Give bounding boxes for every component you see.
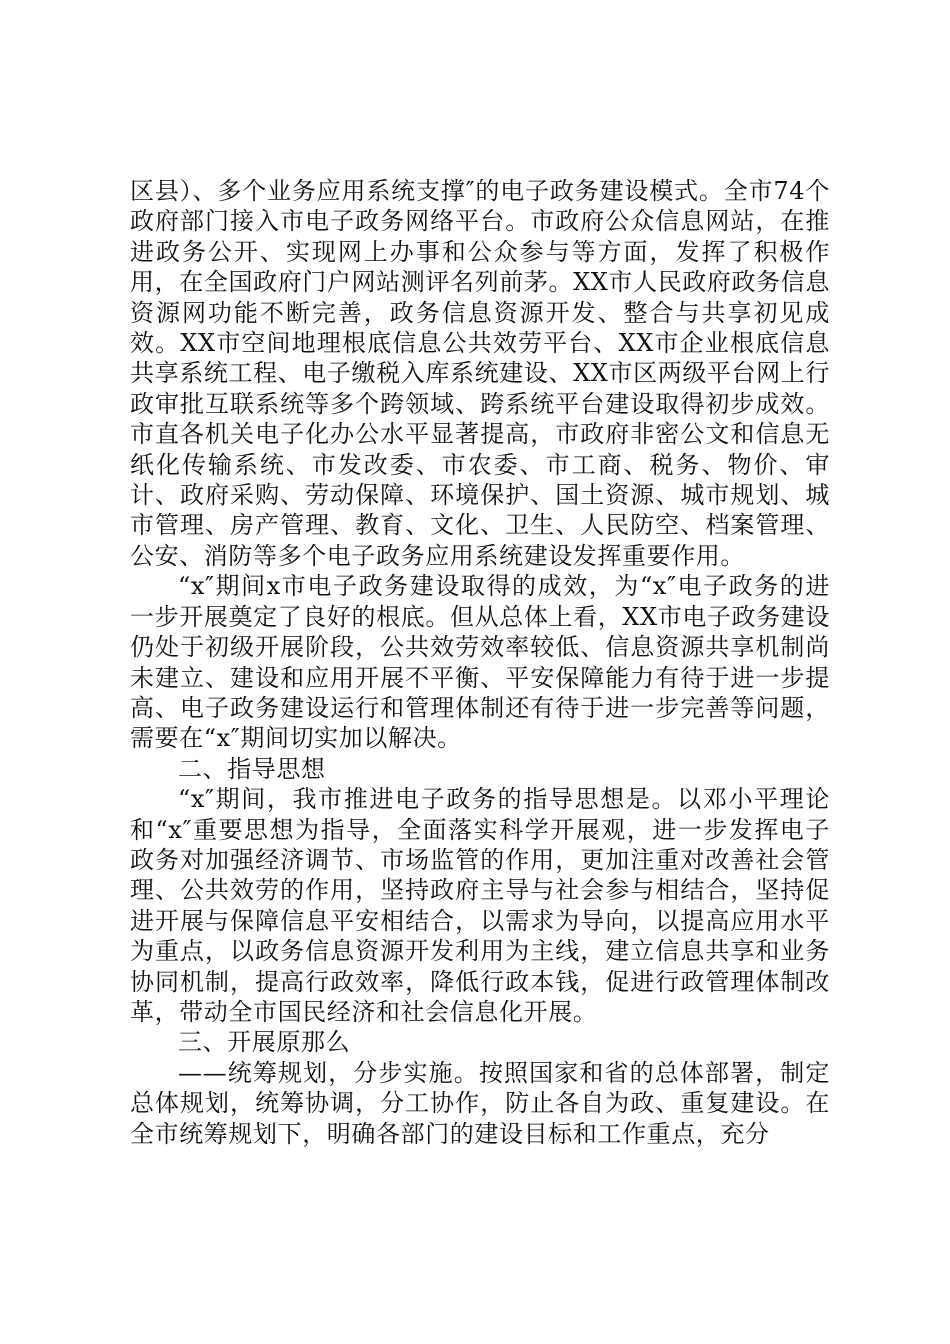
document-body	[130, 176, 830, 1149]
paragraph-egov-problems: “x″期间x市电子政务建设取得的成效，为“x″电子政务的进一步开展奠定了良好的根底。但从总体上看，XX市电子政务建设仍处于初级开展阶段，公共效劳效率较低、信息资源共享机制尚未建立、建设和应用开展不平衡、平安保障能力有待于进一步提高、电子政务建设运行和管理体制还有待于进一步完善等问题，需要在“x″期间切实加以解决。	[130, 572, 830, 753]
paragraph-egov-achievements: 区县）、多个业务应用系统支撑″的电子政务建设模式。全市74个政府部门接入市电子政务网络平台。市政府公众信息网站，在推进政务公开、实现网上办事和公众参与等方面，发挥了积极作用，在全国政府门户网站测评名列前茅。XX市人民政府政务信息资源网功能不断完善，政务信息资源开发、整合与共享初见成效。XX市空间地理根底信息公共效劳平台、XX市企业根底信息共享系统工程、电子缴税入库系统建设、XX市区两级平台网上行政审批互联系统等多个跨领域、跨系统平台建设取得初步成效。市直各机关电子化办公水平显著提高，市政府非密公文和信息无纸化传输系统、市发改委、市农委、市工商、税务、物价、审计、政府采购、劳动保障、环境保护、国土资源、城市规划、城市管理、房产管理、教育、文化、卫生、人民防空、档案管理、公安、消防等多个电子政务应用系统建设发挥重要作用。	[130, 177, 830, 570]
section-heading-guiding-ideology: 二、指导思想	[178, 754, 326, 783]
section-heading-principles: 三、开展原那么	[178, 1028, 351, 1057]
paragraph-principle-planning: ——统筹规划，分步实施。按照国家和省的总体部署，制定总体规划，统筹协调，分工协作，防止各自为政、重复建设。在全市统筹规划下，明确各部门的建设目标和工作重点，充分	[130, 1058, 830, 1148]
paragraph-guiding-ideology: “x″期间，我市推进电子政务的指导思想是。以邓小平理论和“x″重要思想为指导，全面落实科学开展观，进一步发挥电子政务对加强经济调节、市场监管的作用，更加注重对改善社会管理、公共效劳的作用，坚持政府主导与社会参与相结合，坚持促进开展与保障信息平安相结合，以需求为导向，以提高应用水平为重点，以政务信息资源开发利用为主线，建立信息共享和业务协同机制，提高行政效率，降低行政本钱，促进行政管理体制改革，带动全市国民经济和社会信息化开展。	[130, 785, 830, 1026]
